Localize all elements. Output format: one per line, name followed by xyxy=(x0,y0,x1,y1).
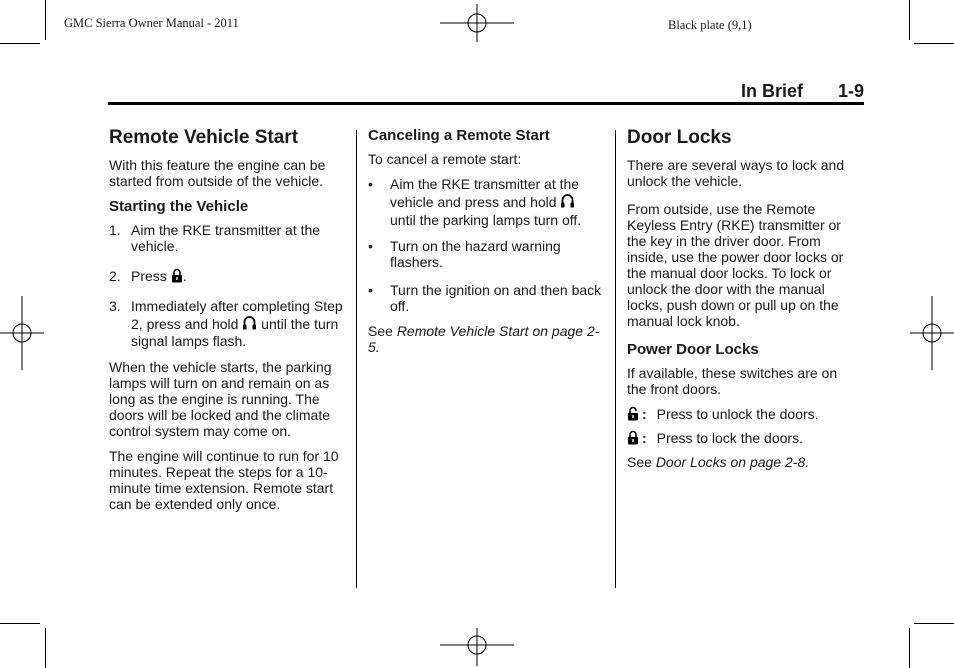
paragraph: If available, these switches are on the front doors. xyxy=(627,365,838,397)
registration-mark-right xyxy=(910,296,954,370)
cross-reference-link[interactable]: Remote Vehicle Start on page 2-5. xyxy=(368,323,600,355)
subheading: Canceling a Remote Start xyxy=(368,127,550,144)
lock-row: : Press to lock the doors. xyxy=(627,430,859,446)
column-remote-start xyxy=(109,127,345,521)
manual-title: GMC Sierra Owner Manual - 2011 xyxy=(64,16,239,30)
plate-label: Black plate (9,1) xyxy=(668,18,752,32)
column-divider-1 xyxy=(356,130,357,588)
column-cancel-remote-start xyxy=(368,127,604,364)
list-item: 3. Immediately after completing Step 2, press and hold until the turn signal lamps flash. xyxy=(109,298,343,349)
page-number: 1-9 xyxy=(838,81,865,101)
intro-text: To cancel a remote start: xyxy=(368,151,522,167)
section-heading: Door Locks xyxy=(627,127,732,148)
bullet-item: • Aim the RKE transmitter at the vehicle and press and hold until the parking lamps turn off. xyxy=(368,176,582,228)
bullet-item: • Turn on the hazard warning flashers. xyxy=(368,238,561,270)
unlock-icon xyxy=(627,406,639,421)
remote-start-icon xyxy=(560,193,575,209)
list-item: 1. Aim the RKE transmitter at the vehicle. xyxy=(109,222,321,254)
see-reference: See Remote Vehicle Start on page 2-5. xyxy=(368,323,600,355)
paragraph: The engine will continue to run for 10 minutes. Repeat the steps for a 10-minute time extension. Remote start can be extended only once. xyxy=(109,448,339,512)
subheading: Power Door Locks xyxy=(627,341,759,358)
registration-mark-left xyxy=(0,296,44,370)
subheading: Starting the Vehicle xyxy=(109,198,249,215)
header-rule xyxy=(108,102,864,105)
cross-reference-link[interactable]: Door Locks on page 2-8. xyxy=(655,454,810,470)
see-reference: See Door Locks on page 2-8. xyxy=(627,454,810,470)
registration-mark-top xyxy=(440,4,514,42)
lock-icon xyxy=(171,268,183,283)
remote-start-icon xyxy=(242,315,257,331)
section-heading: Remote Vehicle Start xyxy=(109,127,299,148)
unlock-row: : Press to unlock the doors. xyxy=(627,406,859,422)
column-door-locks xyxy=(627,127,859,479)
bullet-icon: • xyxy=(368,176,373,192)
registration-mark-bottom xyxy=(440,628,514,666)
paragraph: From outside, use the Remote Keyless Entry (RKE) transmitter or the key in the driver door. From inside, use the power door locks or the manual door locks. To lock or unlock the door with the manual locks, push down or pull up on the manual lock knob. xyxy=(627,201,844,329)
bullet-item: • Turn the ignition on and then back off. xyxy=(368,282,602,314)
intro-text: With this feature the engine can be started from outside of the vehicle. xyxy=(109,157,326,189)
list-item: 2. Press . xyxy=(109,268,187,284)
lock-icon xyxy=(627,430,639,445)
intro-text: There are several ways to lock and unlock the vehicle. xyxy=(627,157,845,189)
section-title: In Brief xyxy=(741,81,804,101)
bullet-icon: • xyxy=(368,238,373,254)
column-divider-2 xyxy=(615,130,616,588)
paragraph: When the vehicle starts, the parking lamps will turn on and remain on as long as the engine is running. The doors will be locked and the climate control system may come on. xyxy=(109,359,332,439)
bullet-icon: • xyxy=(368,282,373,298)
